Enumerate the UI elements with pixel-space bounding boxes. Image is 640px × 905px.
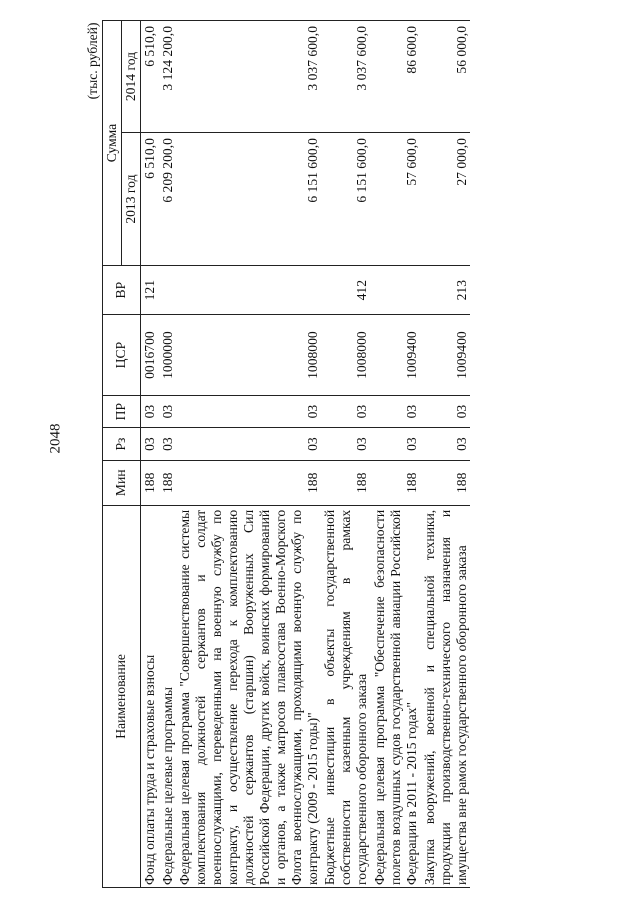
header-rz: Рз [102, 428, 140, 460]
row-pr: 03 [371, 395, 421, 427]
row-csr: 1008000 [176, 315, 321, 396]
row-vr: 121 [140, 266, 158, 315]
header-csr: ЦСР [102, 315, 140, 396]
row-name: Федеральная целевая программа "Обеспечение безопасности полетов воздушных судов государственной авиации Российской Федерации в 2011 - 2015 годах" [371, 505, 421, 887]
header-min: Мин [102, 460, 140, 505]
header-row [102, 21, 121, 888]
row-rz: 03 [140, 428, 158, 460]
row-name: Закупка вооружений, военной и специальной техники, продукции производственно-технического назначения и имущества вне рамок государственного оборонного заказа [421, 505, 471, 887]
row-min: 188 [371, 460, 421, 505]
row-sum-2014: 86 600,0 [371, 21, 421, 133]
row-csr: 1009400 [421, 315, 471, 396]
row-sum-2014: 6 510,0 [140, 21, 158, 133]
row-sum-2014: 3 037 600,0 [321, 21, 371, 133]
header-2014: 2014 год [121, 21, 140, 133]
row-rz: 03 [176, 428, 321, 460]
row-sum-2013: 57 600,0 [371, 133, 421, 266]
row-rz: 03 [371, 428, 421, 460]
row-min: 188 [176, 460, 321, 505]
row-csr: 1009400 [371, 315, 421, 396]
row-pr: 03 [321, 395, 371, 427]
row-csr: 1000000 [159, 315, 177, 396]
row-pr: 03 [140, 395, 158, 427]
table-row [421, 21, 471, 888]
rotated-table-container [85, 20, 561, 888]
row-name: Фонд оплаты труда и страховые взносы [140, 505, 158, 887]
row-sum-2013: 6 209 200,0 [159, 133, 177, 266]
row-min: 188 [140, 460, 158, 505]
row-pr: 03 [159, 395, 177, 427]
units-label: (тыс. рублей) [85, 22, 100, 100]
row-sum-2014: 3 124 200,0 [159, 21, 177, 133]
page-number: 2048 [47, 423, 64, 454]
table-row [159, 21, 177, 888]
row-sum-2014: 56 000,0 [421, 21, 471, 133]
table-row [321, 21, 371, 888]
row-sum-2013: 6 151 600,0 [176, 133, 321, 266]
row-name: Бюджетные инвестиции в объекты государственной собственности казенным учреждениям в рамках государственного оборонного заказа [321, 505, 371, 887]
row-min: 188 [421, 460, 471, 505]
row-sum-2013: 27 000,0 [421, 133, 471, 266]
row-pr: 03 [176, 395, 321, 427]
row-csr: 0016700 [140, 315, 158, 396]
row-rz: 03 [421, 428, 471, 460]
row-vr [159, 266, 177, 315]
table-row [140, 21, 158, 888]
header-vr: ВР [102, 266, 140, 315]
row-min: 188 [159, 460, 177, 505]
row-pr: 03 [421, 395, 471, 427]
row-sum-2013: 6 151 600,0 [321, 133, 371, 266]
row-name: Федеральные целевые программы [159, 505, 177, 887]
row-name: Федеральная целевая программа "Совершенствование системы комплектования должностей сержантов и солдат военнослужащими, переведенными на военную службу по контракту, и осуществление перехода к комплектованию должностей сержантов (старшин) Вооруженных Сил Российской Федерации, других войск, воинских формирований и органов, а также матросов плавсостава Военно-Морского Флота военнослужащими, проходящими военную службу по контракту (2009 - 2015 годы)" [176, 505, 321, 887]
row-rz: 03 [321, 428, 371, 460]
header-name: Наименование [102, 505, 140, 887]
row-csr: 1008000 [321, 315, 371, 396]
table-row [176, 21, 321, 888]
header-2013: 2013 год [121, 133, 140, 266]
header-pr: ПР [102, 395, 140, 427]
row-vr [176, 266, 321, 315]
header-sum: Сумма [102, 21, 121, 266]
row-vr: 412 [321, 266, 371, 315]
row-vr: 213 [421, 266, 471, 315]
row-sum-2014: 3 037 600,0 [176, 21, 321, 133]
row-rz: 03 [159, 428, 177, 460]
row-sum-2013: 6 510,0 [140, 133, 158, 266]
row-min: 188 [321, 460, 371, 505]
budget-table [85, 20, 470, 888]
table-row [371, 21, 421, 888]
row-vr [371, 266, 421, 315]
